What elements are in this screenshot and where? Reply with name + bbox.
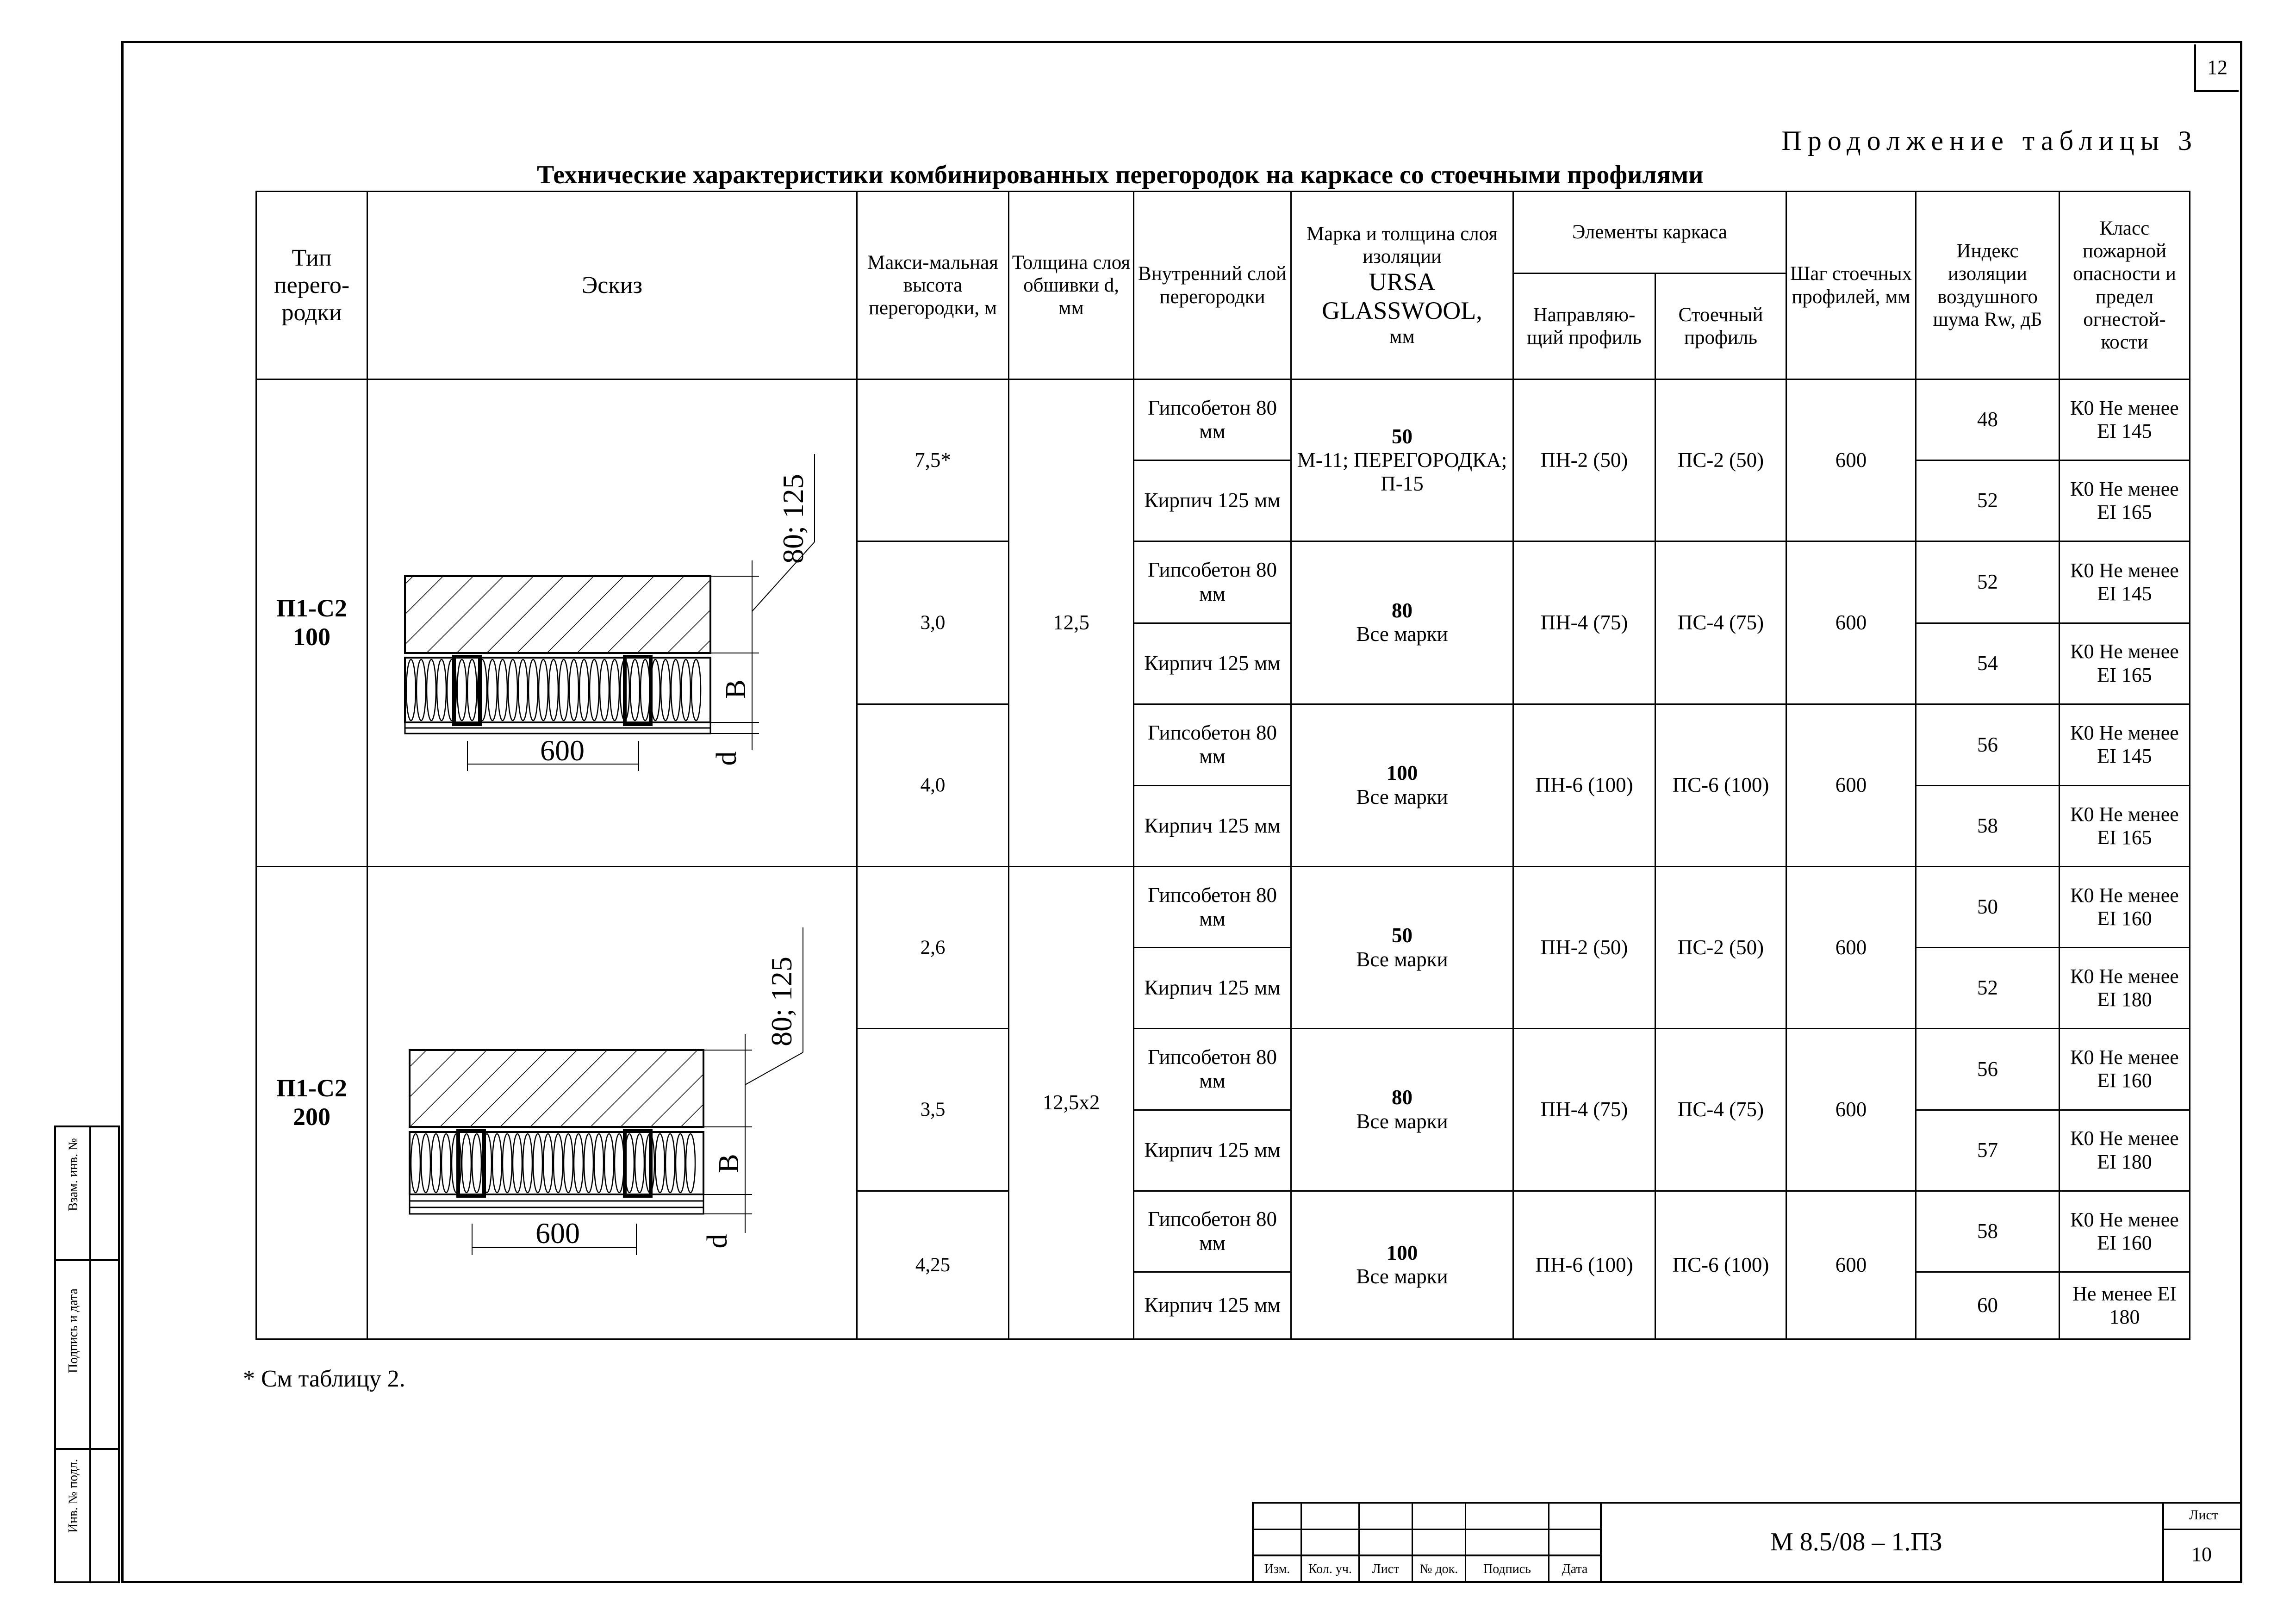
side-stamp: [54, 1126, 120, 1583]
max-height: 3,5: [857, 1029, 1009, 1191]
wool-coil: [661, 659, 670, 721]
type-cell: П1-С2 100: [256, 379, 367, 867]
table-title: Технические характеристики комбинированных перегородок на каркасе со стоечными профилями: [537, 161, 1704, 189]
noise-index: 52: [1916, 948, 2060, 1029]
stud-step: 600: [1786, 1191, 1916, 1339]
inner-layer: Кирпич 125 мм: [1134, 623, 1291, 704]
insulation-thickness: 80: [1392, 1086, 1412, 1109]
tb-col-list: Лист: [1372, 1562, 1400, 1576]
wool-coil: [641, 659, 650, 721]
insulation-brand: Все марки: [1356, 1265, 1448, 1288]
stud-profile-value: ПС-6 (100): [1655, 704, 1786, 867]
insulation-brand: М-11; ПЕРЕГОРОДКА; П-15: [1297, 448, 1507, 496]
sketch-drawing: [368, 380, 856, 866]
table-continuation: Продолжение таблицы 3: [1781, 125, 2198, 156]
stud-profile-value: ПС-4 (75): [1655, 1029, 1786, 1191]
tb-col-kol: Кол. уч.: [1308, 1562, 1352, 1576]
insulation-thickness: 100: [1386, 761, 1418, 785]
stud-step: 600: [1786, 867, 1916, 1029]
sheet-number: 12: [2194, 44, 2239, 92]
noise-index: 60: [1916, 1272, 2060, 1339]
header-insulation-top: Марка и толщина слоя изоляции: [1306, 223, 1498, 268]
header-step: Шаг стоечных профилей, мм: [1786, 192, 1916, 379]
wool-coil: [686, 1134, 695, 1193]
fire-class: К0 Не менее EI 145: [2060, 379, 2190, 460]
tb-col-sign: Подпись: [1483, 1562, 1531, 1576]
header-insulation-unit: мм: [1389, 325, 1415, 348]
stud-profile-value: ПС-6 (100): [1655, 1191, 1786, 1339]
stud-profile-value: ПС-2 (50): [1655, 379, 1786, 541]
wool-coil: [442, 1134, 451, 1193]
insulation-cell: [1291, 704, 1513, 867]
tb-col-doc: № док.: [1419, 1562, 1458, 1576]
wool-coil: [431, 1134, 441, 1193]
insulation-layer: [406, 659, 701, 721]
header-thickness: Толщина слоя обшивки d, мм: [1009, 192, 1134, 379]
wool-coil: [503, 1134, 512, 1193]
wool-coil: [472, 1134, 481, 1193]
fire-class: К0 Не менее EI 145: [2060, 541, 2190, 623]
stud-step: 600: [1786, 379, 1916, 541]
wool-coil: [437, 659, 446, 721]
sheathing-layer: [410, 1194, 703, 1201]
inner-layer: Кирпич 125 мм: [1134, 460, 1291, 541]
insulation-brand: Все марки: [1356, 785, 1448, 808]
side-label-replacement: Взам. инв. №: [66, 1138, 81, 1211]
noise-index: 54: [1916, 623, 2060, 704]
footnote: * См таблицу 2.: [243, 1366, 405, 1392]
inner-layer: Гипсобетон 80 мм: [1134, 1191, 1291, 1272]
dim-b-label: В: [713, 1154, 745, 1173]
sketch-cell: [367, 867, 857, 1339]
masonry-layer: [405, 576, 710, 653]
inner-layer: Кирпич 125 мм: [1134, 786, 1291, 867]
max-height: 4,25: [857, 1191, 1009, 1339]
insulation-thickness: 50: [1392, 924, 1412, 947]
max-height: 3,0: [857, 541, 1009, 704]
fire-class: К0 Не менее EI 160: [2060, 1029, 2190, 1110]
partition-table: [255, 191, 2190, 1340]
inner-layer: Гипсобетон 80 мм: [1134, 1029, 1291, 1110]
wool-coil: [594, 1134, 604, 1193]
wool-coil: [681, 659, 691, 721]
wool-coil: [554, 1134, 563, 1193]
fire-class: К0 Не менее EI 180: [2060, 1110, 2190, 1191]
wool-coil: [630, 659, 640, 721]
wool-coil: [549, 659, 558, 721]
sheathing-layer: [405, 722, 710, 728]
guide-profile: ПН-6 (100): [1513, 1191, 1655, 1339]
stud-profile-value: ПС-4 (75): [1655, 541, 1786, 704]
wool-coil: [543, 1134, 553, 1193]
wool-coil: [569, 659, 579, 721]
wool-coil: [513, 1134, 522, 1193]
header-noise: Индекс изоляции воздушного шума Rw, дБ: [1916, 192, 2060, 379]
insulation-thickness: 50: [1392, 424, 1412, 448]
sketch-cell: [367, 379, 857, 867]
wool-coil: [635, 1134, 644, 1193]
insulation-thickness: 100: [1386, 1241, 1418, 1264]
guide-profile: ПН-2 (50): [1513, 379, 1655, 541]
wool-coil: [610, 659, 619, 721]
header-sketch: Эскиз: [367, 192, 857, 379]
guide-profile: ПН-4 (75): [1513, 1029, 1655, 1191]
header-inner-layer: Внутренний слой перегородки: [1134, 192, 1291, 379]
inner-layer: Гипсобетон 80 мм: [1134, 867, 1291, 948]
fire-class: К0 Не менее EI 165: [2060, 460, 2190, 541]
header-guide: Направляю-щий профиль: [1513, 274, 1655, 379]
header-frame: Элементы каркаса: [1513, 192, 1786, 274]
insulation-cell: [1291, 867, 1513, 1029]
wool-coil: [579, 659, 589, 721]
wool-coil: [457, 659, 467, 721]
wool-coil: [590, 659, 599, 721]
wool-coil: [421, 1134, 430, 1193]
noise-index: 52: [1916, 541, 2060, 623]
tb-col-izm: Изм.: [1264, 1562, 1290, 1576]
stud-step: 600: [1786, 1029, 1916, 1191]
stud-profile-value: ПС-2 (50): [1655, 867, 1786, 1029]
sheathing-thickness: 12,5х2: [1009, 867, 1134, 1339]
wool-coil: [411, 1134, 420, 1193]
wool-coil: [666, 1134, 675, 1193]
inner-layer: Гипсобетон 80 мм: [1134, 541, 1291, 623]
max-height: 7,5*: [857, 379, 1009, 541]
wool-coil: [533, 1134, 542, 1193]
wool-coil: [691, 659, 701, 721]
sheet-label: Лист: [2189, 1507, 2218, 1523]
page-number: 10: [2191, 1543, 2212, 1566]
header-insulation: [1291, 192, 1513, 379]
wool-coil: [406, 659, 416, 721]
wool-coil: [488, 659, 497, 721]
noise-index: 48: [1916, 379, 2060, 460]
dim-600-label: 600: [540, 734, 585, 767]
fire-class: К0 Не менее EI 165: [2060, 786, 2190, 867]
wool-coil: [427, 659, 436, 721]
header-max-height: Макси-мальная высота перегородки, м: [857, 192, 1009, 379]
fire-class: К0 Не менее EI 160: [2060, 1191, 2190, 1272]
noise-index: 56: [1916, 704, 2060, 786]
stud-step: 600: [1786, 704, 1916, 867]
wool-coil: [498, 659, 507, 721]
inner-layer: Кирпич 125 мм: [1134, 948, 1291, 1029]
dim-b-label: В: [720, 679, 752, 699]
dim-top-label: 80; 125: [765, 957, 798, 1046]
wool-coil: [584, 1134, 593, 1193]
insulation-cell: [1291, 379, 1513, 541]
wool-coil: [655, 1134, 665, 1193]
title-block: [1252, 1502, 2242, 1583]
masonry-layer: [410, 1050, 703, 1127]
fire-class: К0 Не менее EI 145: [2060, 704, 2190, 786]
noise-index: 57: [1916, 1110, 2060, 1191]
wool-coil: [462, 1134, 471, 1193]
wool-coil: [518, 659, 528, 721]
side-label-inventory: Инв. № подл.: [66, 1459, 81, 1533]
insulation-thickness: 80: [1392, 598, 1412, 622]
max-height: 4,0: [857, 704, 1009, 867]
sheathing-thickness: 12,5: [1009, 379, 1134, 867]
noise-index: 58: [1916, 1191, 2060, 1272]
fire-class: К0 Не менее EI 160: [2060, 867, 2190, 948]
wool-coil: [604, 1134, 614, 1193]
wool-coil: [564, 1134, 573, 1193]
wool-coil: [615, 1134, 624, 1193]
dim-600-label: 600: [535, 1217, 580, 1250]
dim-top-label: 80; 125: [777, 474, 809, 564]
wool-coil: [559, 659, 568, 721]
wool-coil: [492, 1134, 502, 1193]
document-code: М 8.5/08 – 1.ПЗ: [1770, 1528, 1942, 1556]
insulation-cell: [1291, 1029, 1513, 1191]
wool-coil: [467, 659, 477, 721]
tb-col-date: Дата: [1562, 1562, 1588, 1576]
insulation-cell: [1291, 541, 1513, 704]
fire-class: К0 Не менее EI 165: [2060, 623, 2190, 704]
noise-index: 58: [1916, 786, 2060, 867]
insulation-brand: Все марки: [1356, 947, 1448, 971]
fire-class: Не менее EI 180: [2060, 1272, 2190, 1339]
noise-index: 50: [1916, 867, 2060, 948]
side-label-signature: Подпись и дата: [66, 1288, 81, 1373]
inner-layer: Кирпич 125 мм: [1134, 1272, 1291, 1339]
wool-coil: [523, 1134, 532, 1193]
header-insulation-brand: URSA GLASSWOOL,: [1322, 268, 1482, 324]
guide-profile: ПН-6 (100): [1513, 704, 1655, 867]
inner-layer: Кирпич 125 мм: [1134, 1110, 1291, 1191]
noise-index: 56: [1916, 1029, 2060, 1110]
insulation-cell: [1291, 1191, 1513, 1339]
insulation-brand: Все марки: [1356, 1109, 1448, 1133]
header-stud: Стоечный профиль: [1655, 274, 1786, 379]
wool-coil: [539, 659, 548, 721]
wool-coil: [676, 1134, 685, 1193]
type-cell: П1-С2 200: [256, 867, 367, 1339]
stud-step: 600: [1786, 541, 1916, 704]
guide-profile: ПН-2 (50): [1513, 867, 1655, 1029]
wool-coil: [417, 659, 426, 721]
wool-coil: [600, 659, 609, 721]
inner-layer: Гипсобетон 80 мм: [1134, 379, 1291, 460]
max-height: 2,6: [857, 867, 1009, 1029]
wool-coil: [574, 1134, 583, 1193]
wool-coil: [508, 659, 517, 721]
insulation-brand: Все марки: [1356, 622, 1448, 646]
sketch-drawing: [368, 867, 856, 1338]
noise-index: 52: [1916, 460, 2060, 541]
guide-profile: ПН-4 (75): [1513, 541, 1655, 704]
header-type: Тип перего-родки: [256, 192, 367, 379]
inner-layer: Гипсобетон 80 мм: [1134, 704, 1291, 786]
dim-d-label: d: [702, 1234, 733, 1249]
dim-d-label: d: [711, 751, 742, 766]
wool-coil: [671, 659, 680, 721]
header-fire: Класс пожарной опасности и предел огнестой-кости: [2060, 192, 2190, 379]
fire-class: К0 Не менее EI 180: [2060, 948, 2190, 1029]
wool-coil: [529, 659, 538, 721]
